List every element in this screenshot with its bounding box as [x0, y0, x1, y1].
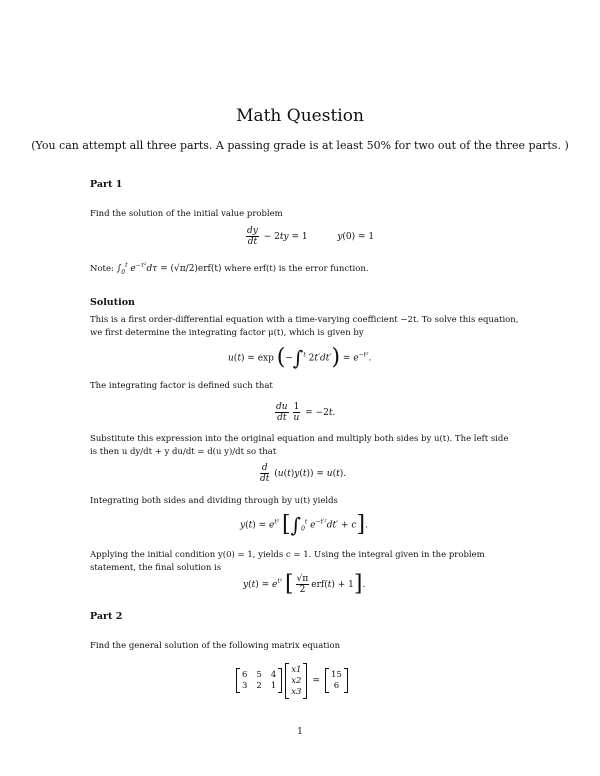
unknown-vector [285, 663, 307, 699]
part1-heading: Part 1 [90, 179, 123, 190]
solution-para1-line1: This is a first order-differential equation with a time-varying coefficient −2t. To solve this equation, [90, 315, 519, 325]
solution-para2: The integrating factor is defined such that [90, 381, 273, 391]
matrix-cell: 4 [270, 670, 277, 680]
part1-note [90, 260, 369, 279]
solution-para3-line2: is then u dy/dt + y du/dt = d(u y)/dt so that [90, 447, 277, 457]
instructions: (You can attempt all three parts. A passing grade is at least 50% for two out of the three parts. ) [31, 139, 569, 152]
matrix-cell: 2 [256, 681, 262, 691]
matrix-equation-row [236, 663, 348, 699]
page-title: Math Question [236, 106, 364, 126]
solution-para4: Integrating both sides and dividing through by u(t) yields [90, 496, 338, 506]
rhs-vector [325, 668, 348, 693]
solution-para1-line2: we first determine the integrating factor μ(t), which is given by [90, 328, 364, 338]
ivp-equation: $\frac{dy}{dt}$ − 2ty = 1 y(0) = 1 [247, 226, 375, 247]
vector-cell: x1 [291, 664, 302, 675]
part1-prompt: Find the solution of the initial value problem [90, 209, 283, 219]
note-integral: $\int_0^t$ $e^{-\tau^2}d\tau = (√\pi/2)erf(t)$ [116, 262, 222, 276]
vector-cell: 15 [331, 670, 342, 680]
matrix-cell: 3 [242, 681, 248, 691]
note-prefix: Note: [90, 264, 114, 274]
matrix-cell: 6 [242, 670, 248, 680]
general-solution-equation: $y(t) = e^{t^2}$ [$\int_0^t$ $e^{-t'^2}dt' + c$]. [240, 512, 368, 537]
matrix-equation [236, 662, 348, 699]
integrating-factor-equation: u(t) = exp (−∫$^t$ $2t'dt') = e^{-t^2}$. [228, 345, 372, 370]
factor-definition-equation: $\frac{du}{dt}$ $\frac{1}{u}$ = −2t. [276, 402, 336, 423]
part2-heading: Part 2 [90, 611, 123, 622]
coefficient-matrix [236, 668, 282, 693]
part2-prompt: Find the general solution of the following matrix equation [90, 641, 341, 651]
solution-para5-line2: statement, the final solution is [90, 563, 222, 573]
product-rule-equation: $\frac{d}{dt}$ (u(t)y(t)) = u(t). [260, 463, 347, 484]
matrix-cell: 1 [270, 681, 277, 691]
page-number: 1 [297, 727, 303, 737]
matrix-cell: 5 [256, 670, 262, 680]
vector-cell: x3 [291, 686, 302, 697]
vector-cell: x2 [291, 675, 302, 686]
solution-para3-line1: Substitute this expression into the original equation and multiply both sides by u(t). The left side [90, 434, 509, 444]
solution-heading: Solution [90, 297, 135, 308]
equals-sign: = [312, 675, 321, 686]
solution-para5-line1: Applying the initial condition y(0) = 1, yields c = 1. Using the integral given in the problem [90, 550, 485, 560]
note-suffix: where erf(t) is the error function. [224, 264, 369, 274]
vector-cell: 6 [333, 681, 340, 691]
final-solution-equation: $y(t) = e^{t^2}$ [ $\frac{√\pi}{2}$ erf(t) + 1]. [243, 571, 366, 597]
